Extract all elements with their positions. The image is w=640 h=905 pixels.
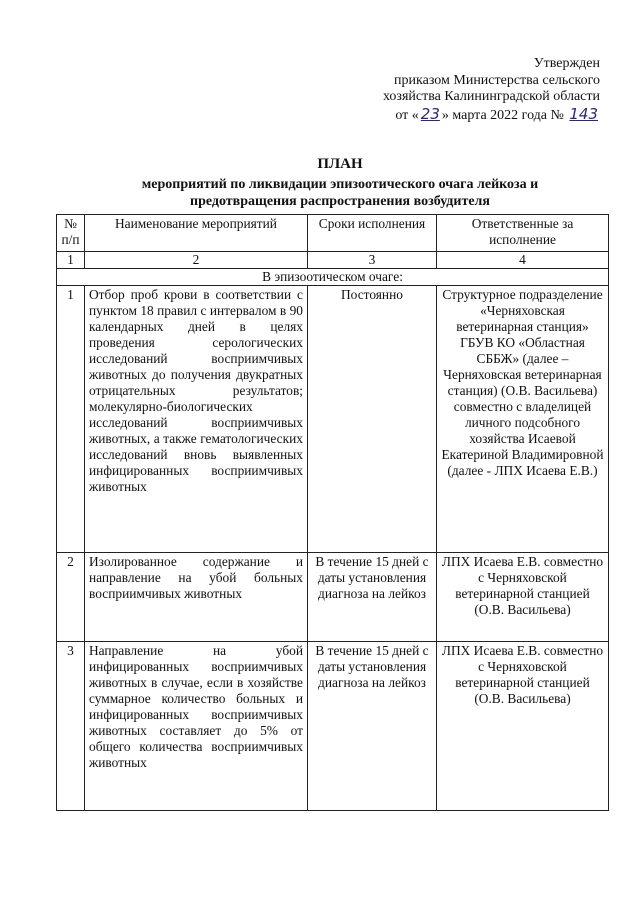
date-prefix: от « <box>395 107 419 123</box>
row-number: 1 <box>57 286 85 553</box>
approval-date-line <box>320 106 600 125</box>
handwritten-day: 23 <box>420 104 440 123</box>
header-action: Наименование мероприятий <box>85 215 308 252</box>
column-number-row <box>57 252 609 269</box>
row-number: 3 <box>57 642 85 811</box>
row-deadline: Постоянно <box>308 286 437 553</box>
header-number: № п/п <box>57 215 85 252</box>
plan-table <box>56 214 609 811</box>
header-deadline: Сроки исполнения <box>308 215 437 252</box>
approval-line1: Утвержден <box>533 56 600 71</box>
approval-block <box>320 56 600 124</box>
row-deadline: В течение 15 дней с даты установления диагноза на лейкоз <box>308 553 437 642</box>
table-row <box>57 553 609 642</box>
document-title <box>80 156 600 210</box>
row-action: Изолированное содержание и направление на убой больных восприимчивых животных <box>85 553 308 642</box>
title-line2: мероприятий по ликвидации эпизоотического очага лейкоза и <box>141 177 539 192</box>
table-header-row <box>57 215 609 252</box>
row-responsible: ЛПХ Исаева Е.В. совместно с Черняховской ветеринарной станцией (О.В. Васильева) <box>437 642 609 811</box>
row-number: 2 <box>57 553 85 642</box>
row-responsible: Структурное подразделение «Черняховская ветеринарная станция» ГБУВ КО «Областная СББЖ» (далее – Черняховская ветеринарная станция) (О.В. Васильева) совместно с владелицей личного подсобного хозяйства Исаевой Екатериной Владимировной (далее - ЛПХ Исаева Е.В.) <box>437 286 609 553</box>
section-title: В эпизоотическом очаге: <box>57 269 609 286</box>
row-deadline: В течение 15 дней с даты установления диагноза на лейкоз <box>308 642 437 811</box>
section-row <box>57 269 609 286</box>
column-number: 4 <box>437 252 609 269</box>
date-middle: » марта 2022 года № <box>441 107 564 123</box>
column-number: 3 <box>308 252 437 269</box>
column-number: 2 <box>85 252 308 269</box>
approval-line3: хозяйства Калининградской области <box>382 89 600 104</box>
approval-line2: приказом Министерства сельского <box>394 72 600 88</box>
table-row <box>57 642 609 811</box>
header-responsible: Ответственные за исполнение <box>437 215 609 252</box>
row-responsible: ЛПХ Исаева Е.В. совместно с Черняховской ветеринарной станцией (О.В. Васильева) <box>437 553 609 642</box>
title-line3: предотвращения распространения возбудителя <box>190 194 490 209</box>
title-heading: ПЛАН <box>317 156 363 172</box>
table-row <box>57 286 609 553</box>
column-number: 1 <box>57 252 85 269</box>
row-action: Направление на убой инфицированных восприимчивых животных в случае, если в хозяйстве суммарное количество больных и инфицированных восприимчивых животных составляет до 5% от общего количества восприимчивых животных <box>85 642 308 811</box>
row-action: Отбор проб крови в соответствии с пунктом 18 правил с интервалом в 90 календарных дней в целях проведения серологических исследований восприимчивых животных до получения двукратных отрицательных результатов; молекулярно-биологических исследований восприимчивых животных, а также гематологических исследований вновь выявленных инфицированных восприимчивых животных <box>85 286 308 553</box>
handwritten-number: 143 <box>569 104 598 123</box>
